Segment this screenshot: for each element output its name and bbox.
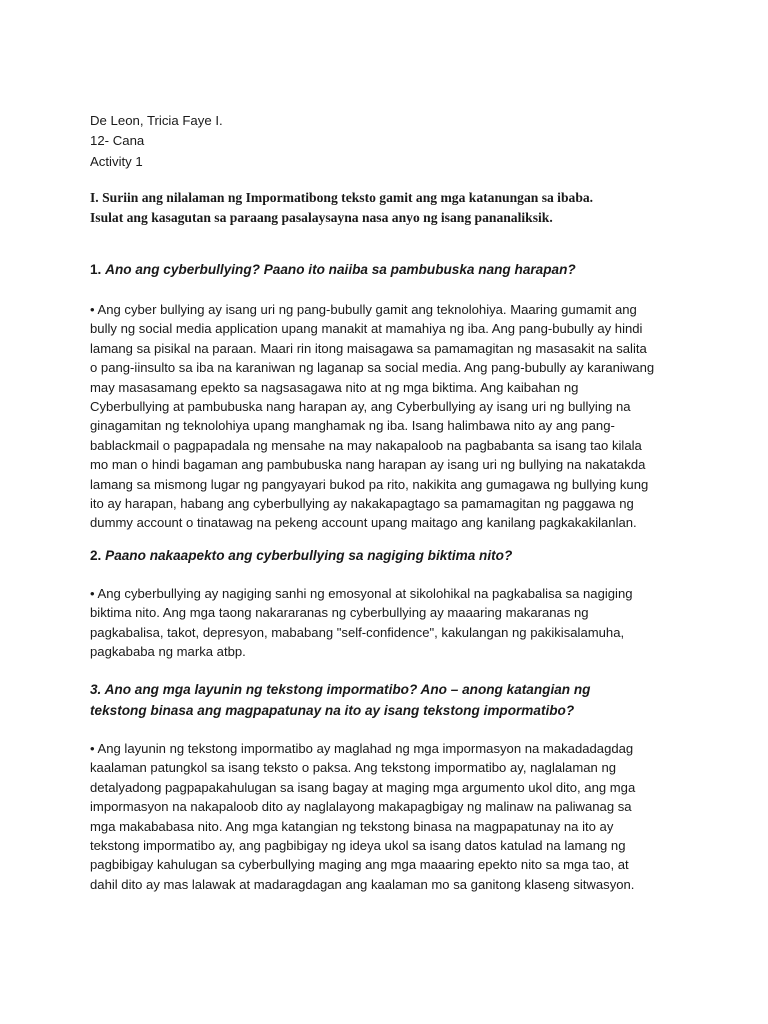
- answer-line: ito ay harapan, habang ang cyberbullying ay nakakapagtago sa pamamagitan ng paggawa ng: [90, 496, 634, 512]
- student-name: De Leon, Tricia Faye I.: [90, 113, 223, 128]
- question-2-text: Paano nakaapekto ang cyberbullying sa nagiging biktima nito?: [105, 548, 513, 563]
- answer-line: dahil dito ay mas lalawak at madaragdagan ang kaalaman mo sa ganitong klaseng sitwasyon.: [90, 876, 635, 892]
- question-3-line: 3. Ano ang mga layunin ng tekstong impormatibo? Ano – anong katangian ng: [90, 682, 591, 697]
- answer-line: pagkabalisa, takot, depresyon, mababang "self-confidence", kakulangan ng pakikisalamuha,: [90, 624, 625, 640]
- answer-line: • Ang cyber bullying ay isang uri ng pang-bubully gamit ang teknolohiya. Maaring gumamit ang: [90, 302, 637, 317]
- answer-line: o pang-iinsulto sa iba na karaniwan ng laganap sa social media. Ang pang-bubully ay karaniwang: [90, 360, 655, 376]
- answer-line: • Ang layunin ng tekstong impormatibo ay maglahad ng mga impormasyon na makadadagdag: [90, 741, 634, 756]
- answer-line: Cyberbullying at pambubuska nang harapan ay, ang Cyberbullying ay isang uri ng bullying na: [90, 399, 631, 415]
- instruction-text: [90, 188, 690, 228]
- answer-2: [90, 584, 690, 662]
- answer-3: [90, 739, 690, 894]
- answer-line: • Ang cyberbullying ay nagiging sanhi ng emosyonal at sikolohikal na pagkabalisa sa nagiging: [90, 586, 633, 601]
- answer-line: mga makababasa nito. Ang mga katangian ng tekstong binasa na magpapatunay na ito ay: [90, 818, 614, 834]
- question-1-text: Ano ang cyberbullying? Paano ito naiiba sa pambubuska nang harapan?: [105, 262, 576, 277]
- answer-line: impormasyon na nakapaloob dito ay naglalayong makapagbigay ng malinaw na paliwanag sa: [90, 799, 632, 815]
- instruction-line: I. Suriin ang nilalaman ng Impormatibong teksto gamit ang mga katanungan sa ibaba.: [90, 190, 594, 205]
- question-3-line: tekstong binasa ang magpapatunay na ito ay isang tekstong impormatibo?: [90, 703, 575, 718]
- answer-line: kaalaman patungkol sa isang teksto o paksa. Ang tekstong impormatibo ay, naglalaman ng: [90, 760, 617, 776]
- answer-line: ginagamitan ng teknolohiya upang manghamak ng iba. Isang halimbawa nito ay ang pang-: [90, 418, 615, 434]
- answer-line: bully ng social media application upang manakit at mamahiya ng iba. Ang pang-bubully ay hindi: [90, 321, 643, 337]
- answer-line: may masasamang epekto sa nagsasagawa nito at ng mga biktima. Ang kaibahan ng: [90, 379, 579, 395]
- answer-line: detalyadong pagpapakahulugan sa isang bagay at maging mga argumento ukol dito, ang mga: [90, 779, 636, 795]
- activity-title: Activity 1: [90, 153, 143, 169]
- answer-line: bablackmail o pagpapadala ng mensahe na may nakapaloob na pagbabanta sa isang tao kilala: [90, 437, 642, 453]
- answer-line: pagbibigay kahulugan sa cyberbullying maging ang mga maaaring epekto nito sa mga tao, at: [90, 857, 629, 873]
- answer-line: lamang sa mismong lugar ng pangyayari bukod pa rito, nakikita ang gumagawa ng bullying kung: [90, 476, 649, 492]
- question-1-heading: [90, 259, 576, 280]
- answer-line: mo man o hindi bagaman ang pambubuska nang harapan ay isang uri ng bullying na nakatakda: [90, 457, 646, 473]
- question-3-heading: [90, 679, 590, 721]
- question-1-number: 1.: [90, 262, 102, 277]
- answer-line: biktima nito. Ang mga taong nakararanas ng cyberbullying ay maaaring makaranas ng: [90, 605, 589, 621]
- student-section: 12- Cana: [90, 133, 145, 149]
- student-header: [90, 111, 223, 172]
- answer-line: dummy account o tinatawag na pekeng account upang maitago ang kanilang pagkakakilanlan.: [90, 515, 637, 531]
- instruction-line: Isulat ang kasagutan sa paraang pasalaysayna nasa anyo ng isang pananaliksik.: [90, 210, 553, 225]
- answer-1: [90, 300, 690, 533]
- question-2-number: 2.: [90, 548, 102, 563]
- answer-line: tekstong impormatibo ay, ang pagbibigay ng ideya ukol sa isang datos katulad na lamang ng: [90, 838, 626, 854]
- answer-line: lamang sa pisikal na paraan. Maari rin itong maisagawa sa pamamagitan ng masasakit na salita: [90, 340, 647, 356]
- answer-line: pagkababa ng marka atbp.: [90, 644, 246, 660]
- question-2-heading: [90, 545, 512, 566]
